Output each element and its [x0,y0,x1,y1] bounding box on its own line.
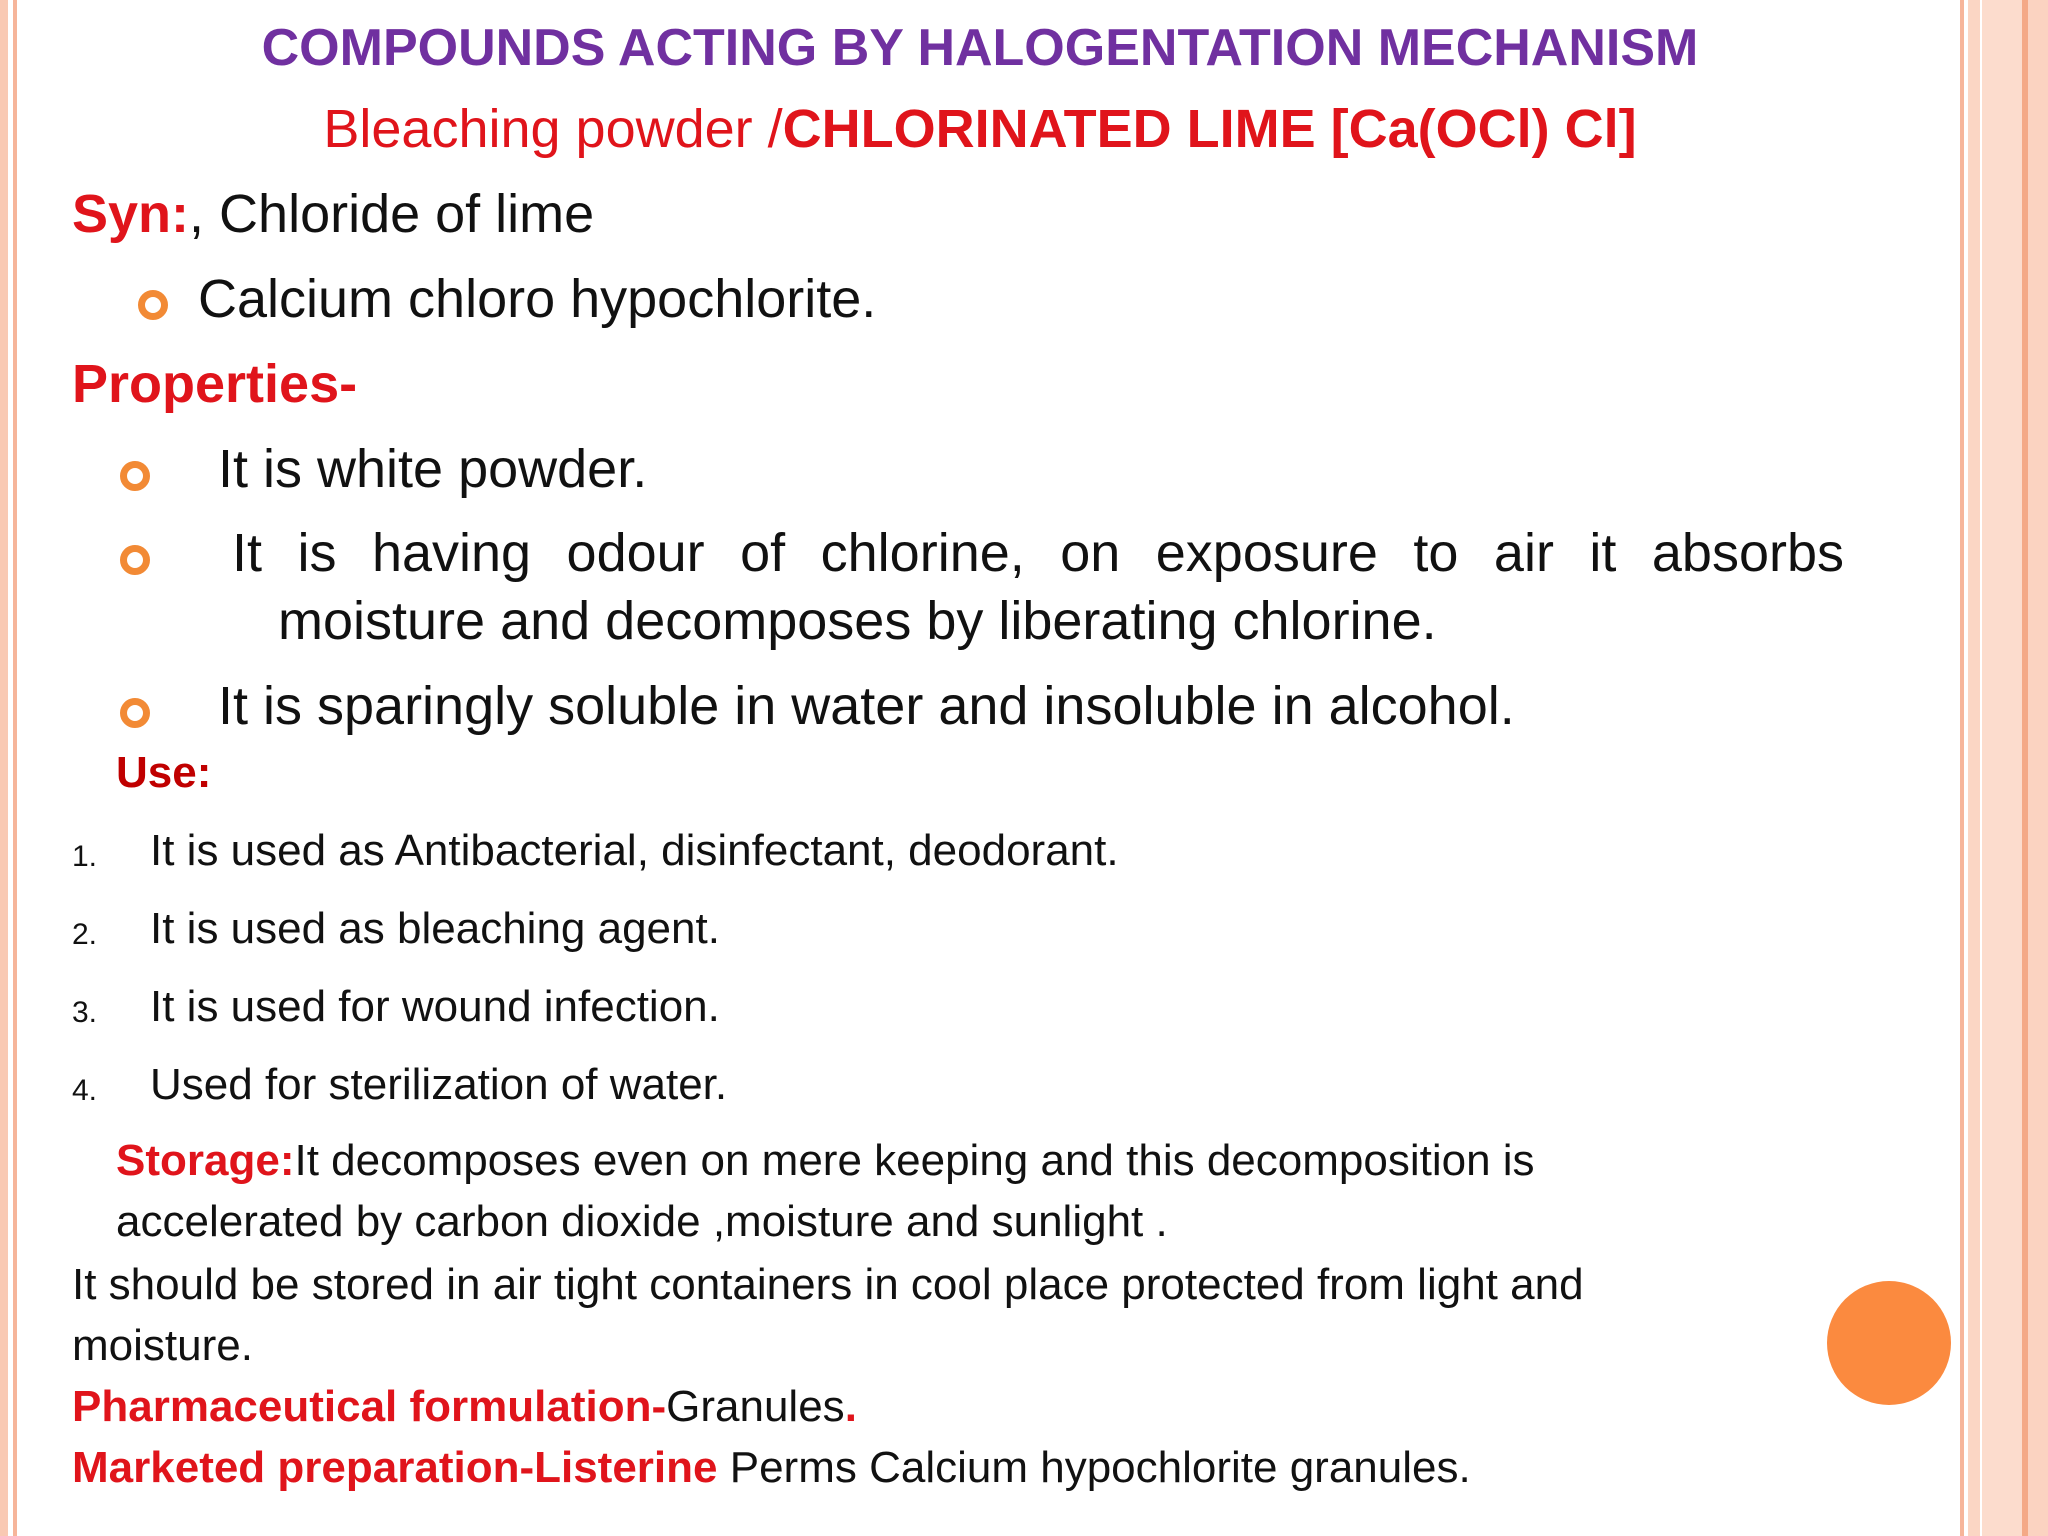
bullet-circle-icon [120,545,150,575]
decorative-circle [1827,1281,1951,1405]
formulation-line [72,1382,857,1432]
storage-text: It decomposes even on mere keeping and this decomposition is [294,1136,1535,1185]
use-list-item: It is used as Antibacterial, disinfectant, deodorant. [150,826,1119,875]
slide-title: COMPOUNDS ACTING BY HALOGENTATION MECHANISM [261,19,1699,77]
use-list-item: Used for sterilization of water. [150,1060,728,1109]
marketed-label: Marketed preparation-Listerine [72,1443,718,1492]
use-list-item: It is used for wound infection. [150,982,720,1031]
list-number: 2. [72,918,98,951]
use-list-item: It is used as bleaching agent. [150,904,720,953]
storage-line [116,1136,1535,1186]
properties-heading: Properties- [72,354,358,414]
bullet-circle-icon [120,461,150,491]
synonym-text: , Chloride of lime [189,184,595,244]
slide-subtitle [0,98,1960,160]
synonym-bullet-text: Calcium chloro hypochlorite. [198,269,877,329]
property-item: It is sparingly soluble in water and insoluble in alcohol. [218,676,1515,736]
use-heading: Use: [116,748,212,797]
marketed-text: Perms Calcium hypochlorite granules. [717,1443,1471,1492]
synonym-line [72,183,594,245]
subtitle-common-name: Bleaching powder / [323,99,783,159]
right-border-stripe [1968,0,1980,1536]
left-border-stripe [0,0,8,1536]
list-number: 1. [72,840,98,873]
property-item: It is having odour of chlorine, on exposure to air it absorbs [232,523,1844,583]
subtitle-chemical-name: CHLORINATED LIME [Ca(OCl) Cl] [782,99,1637,159]
storage-instruction-continuation: moisture. [72,1321,253,1370]
right-border-stripe [1982,0,2022,1536]
storage-instruction: It should be stored in air tight containers in cool place protected from light and [72,1260,1584,1309]
storage-line: accelerated by carbon dioxide ,moisture and sunlight . [116,1197,1168,1246]
list-number: 4. [72,1074,98,1107]
list-number: 3. [72,996,98,1029]
left-border-stripe-inner [13,0,17,1536]
bullet-circle-icon [138,290,168,320]
synonym-label: Syn: [72,184,190,244]
right-border-stripe [2028,0,2048,1536]
formulation-text: Granules [666,1382,845,1431]
marketed-line [72,1443,1471,1493]
right-border-stripe [1960,0,1964,1536]
property-item: It is white powder. [218,439,648,499]
property-item-continuation: moisture and decomposes by liberating chlorine. [278,591,1437,651]
bullet-circle-icon [120,698,150,728]
formulation-period: . [844,1382,857,1431]
formulation-label: Pharmaceutical formulation- [72,1382,667,1431]
storage-label: Storage: [116,1136,295,1185]
